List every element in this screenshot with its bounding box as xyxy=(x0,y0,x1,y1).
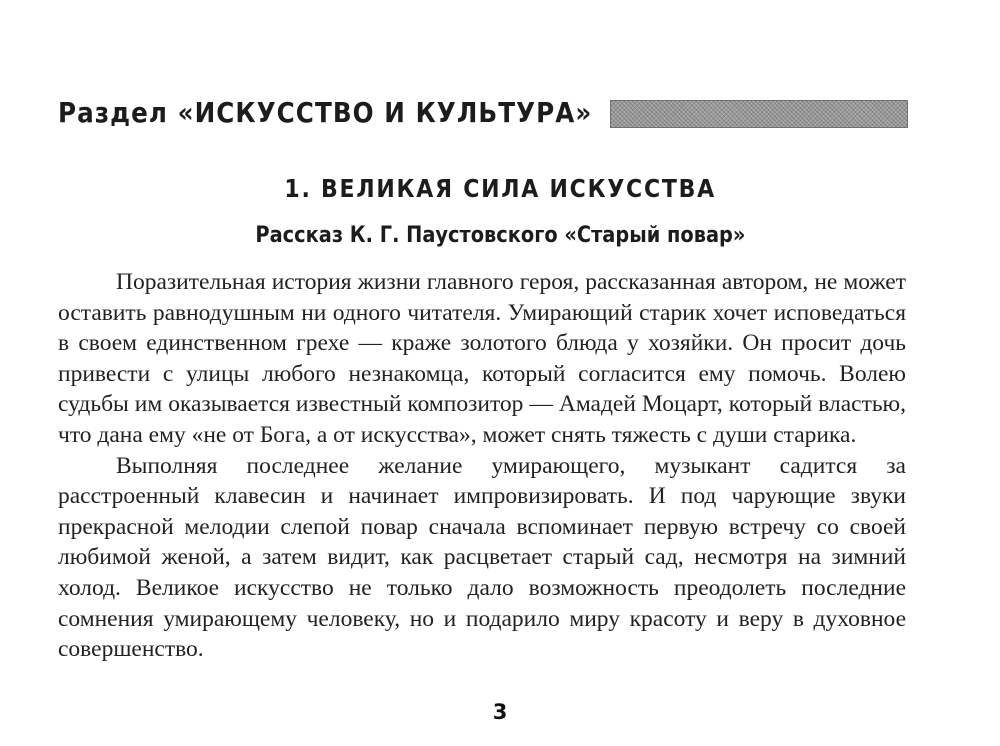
paragraph: Выполняя последнее желание умирающего, музыкант садится за расстроенный клавесин и начинает импровизировать. И под чарующие звуки прекрасной мелодии слепой повар сначала вспоминает первую встречу со своей любимой женой, а затем видит, как расцветает старый сад, несмотря на зимний холод. Великое искусство не только дало возможность преодолеть последние сомнения умирающему человеку, но и подарило миру красоту и веру в духовное совершенство. xyxy=(58,452,906,663)
body-text xyxy=(58,267,906,665)
paragraph: Поразительная история жизни главного героя, рассказанная автором, не может оставить равнодушным ни одного читателя. Умирающий старик хочет исповедаться в своем единственном грехе — краже золотого блюда у хозяйки. Он просит дочь привести с улицы любого незнакомца, который согласится ему помочь. Волею судьбы им оказывается известный композитор — Амадей Моцарт, который властью, что дана ему «не от Бога, а от искусства», может снять тяжесть с души старика. xyxy=(58,269,906,448)
chapter-title-text: 1. ВЕЛИКАЯ СИЛА ИСКУССТВА xyxy=(284,174,716,203)
chapter-subtitle-text: Рассказ К. Г. Паустовского «Старый повар» xyxy=(255,223,745,248)
chapter-title xyxy=(0,174,1000,203)
chapter-subtitle xyxy=(0,223,1000,248)
page-number: 3 xyxy=(492,700,508,724)
section-title: Раздел «ИСКУССТВО И КУЛЬТУРА» xyxy=(58,95,593,129)
section-header-bar xyxy=(610,100,908,128)
section-header xyxy=(58,88,908,136)
